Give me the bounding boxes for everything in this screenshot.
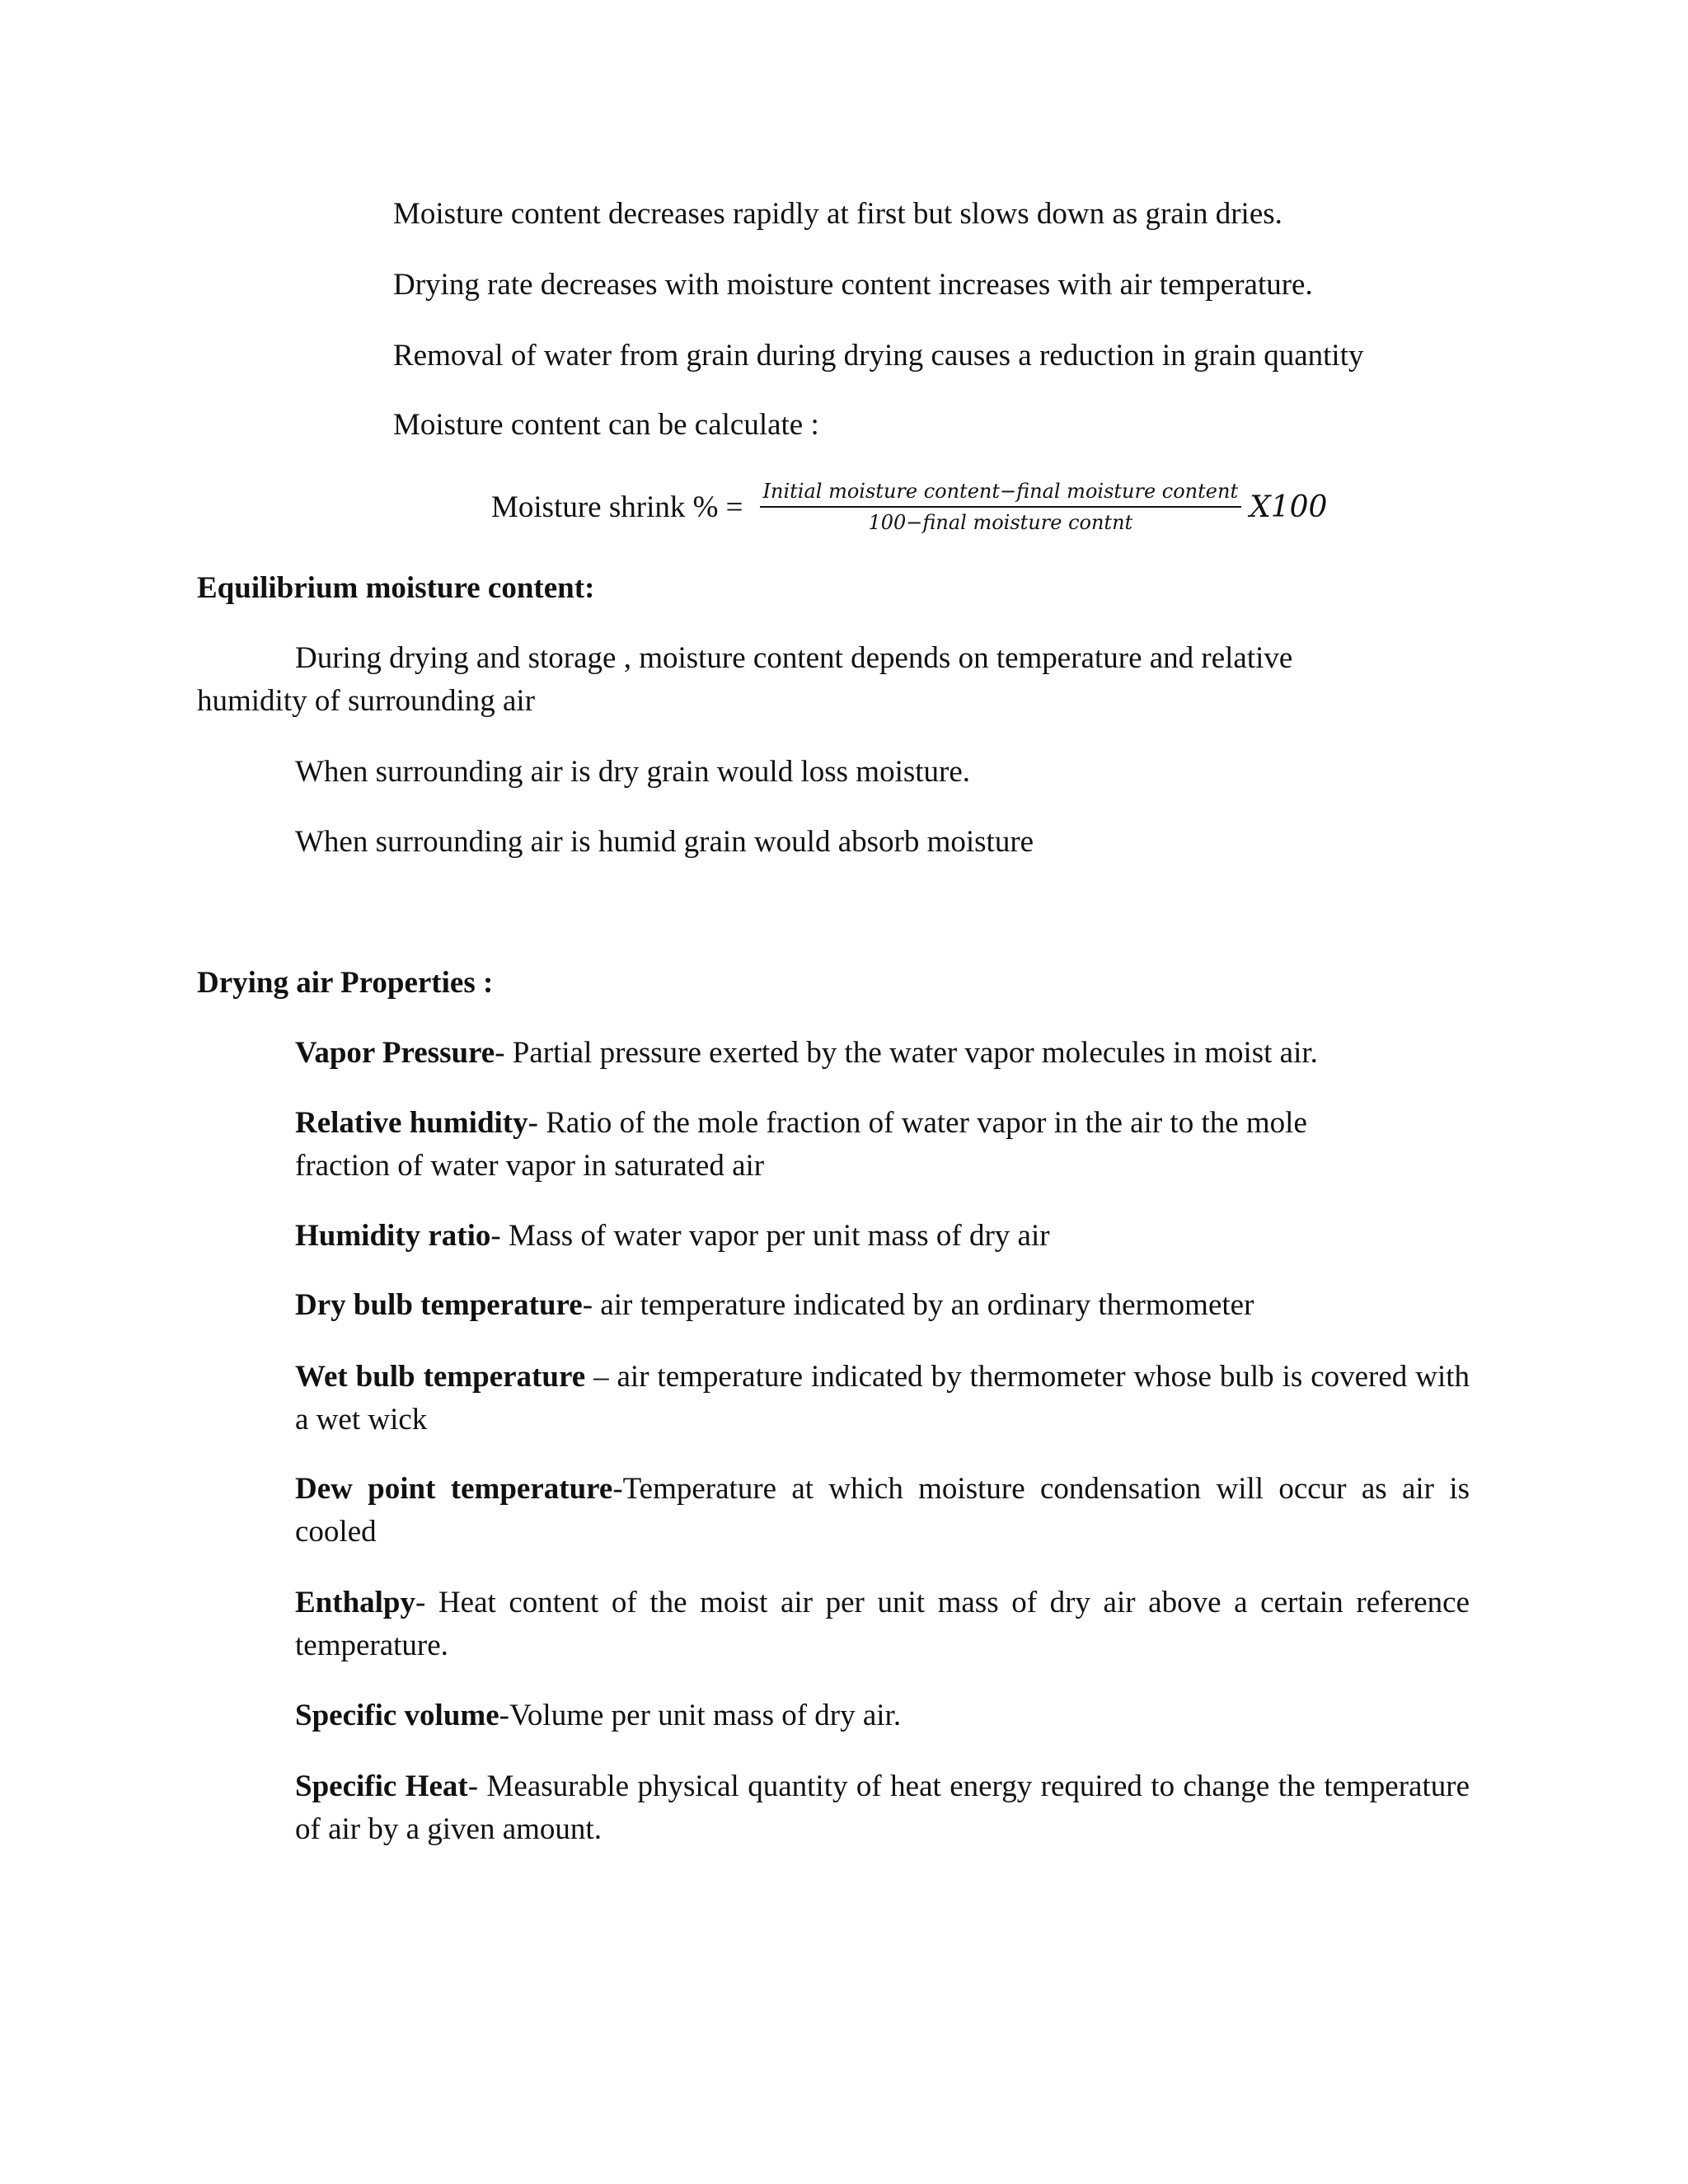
property-term: Specific Heat bbox=[295, 1769, 468, 1803]
formula-multiplier: X100 bbox=[1250, 490, 1328, 524]
property-term: Enthalpy bbox=[295, 1586, 416, 1619]
property-definition: - Mass of water vapor per unit mass of dry air bbox=[490, 1219, 1050, 1253]
property-dry-bulb-temperature bbox=[295, 1284, 1470, 1327]
property-enthalpy bbox=[295, 1582, 1470, 1667]
emc-humid-air-line: When surrounding air is humid grain would absorb moisture bbox=[295, 825, 1034, 859]
emc-heading: Equilibrium moisture content: bbox=[197, 571, 595, 605]
property-definition: - Heat content of the moist air per unit mass of dry air above a certain reference temperature. bbox=[295, 1586, 1470, 1662]
property-specific-volume bbox=[295, 1694, 1470, 1737]
emc-paragraph-line-1: During drying and storage , moisture content depends on temperature and relative bbox=[295, 641, 1293, 675]
intro-line-1: Moisture content decreases rapidly at first but slows down as grain dries. bbox=[393, 197, 1282, 231]
intro-line-2: Drying rate decreases with moisture content increases with air temperature. bbox=[393, 268, 1313, 302]
property-wet-bulb-temperature bbox=[295, 1356, 1470, 1441]
property-definition: -Temperature at which moisture condensation will occur as air is cooled bbox=[295, 1472, 1470, 1549]
moisture-shrink-formula bbox=[491, 470, 1327, 544]
property-term: Dry bulb temperature bbox=[295, 1288, 583, 1322]
property-term: Humidity ratio bbox=[295, 1219, 491, 1253]
emc-dry-air-line: When surrounding air is dry grain would loss moisture. bbox=[295, 755, 971, 789]
property-term: Vapor Pressure bbox=[295, 1036, 495, 1070]
properties-heading: Drying air Properties : bbox=[197, 966, 494, 1000]
property-definition: -Volume per unit mass of dry air. bbox=[499, 1699, 902, 1732]
formula-label: Moisture shrink % = bbox=[491, 490, 743, 524]
formula-numerator: Initial moisture content−final moisture content bbox=[760, 480, 1242, 508]
property-vapor-pressure bbox=[295, 1032, 1470, 1075]
property-dew-point-temperature bbox=[295, 1468, 1470, 1554]
formula-denominator: 100−final moisture contnt bbox=[868, 511, 1133, 534]
property-definition: - Partial pressure exerted by the water vapor molecules in moist air. bbox=[495, 1036, 1318, 1070]
property-term: Dew point temperature bbox=[295, 1472, 613, 1506]
property-term: Relative humidity bbox=[295, 1106, 528, 1140]
property-definition: - Measurable physical quantity of heat energy required to change the temperature of air by a given amount. bbox=[295, 1769, 1470, 1846]
intro-line-3: Removal of water from grain during drying causes a reduction in grain quantity bbox=[393, 339, 1364, 373]
property-relative-humidity bbox=[295, 1102, 1391, 1188]
emc-paragraph-line-2: humidity of surrounding air bbox=[197, 684, 536, 718]
formula-fraction bbox=[760, 480, 1242, 534]
property-definition: – air temperature indicated by thermometer whose bulb is covered with a wet wick bbox=[295, 1360, 1470, 1436]
property-specific-heat bbox=[295, 1765, 1470, 1851]
property-humidity-ratio bbox=[295, 1215, 1470, 1258]
property-definition: - Ratio of the mole fraction of water vapor in the air to the mole fraction of water vapor in saturated air bbox=[295, 1106, 1307, 1183]
property-definition: - air temperature indicated by an ordinary thermometer bbox=[582, 1288, 1254, 1322]
intro-line-4: Moisture content can be calculate : bbox=[393, 408, 819, 442]
property-term: Wet bulb temperature bbox=[295, 1360, 586, 1394]
property-term: Specific volume bbox=[295, 1699, 499, 1732]
